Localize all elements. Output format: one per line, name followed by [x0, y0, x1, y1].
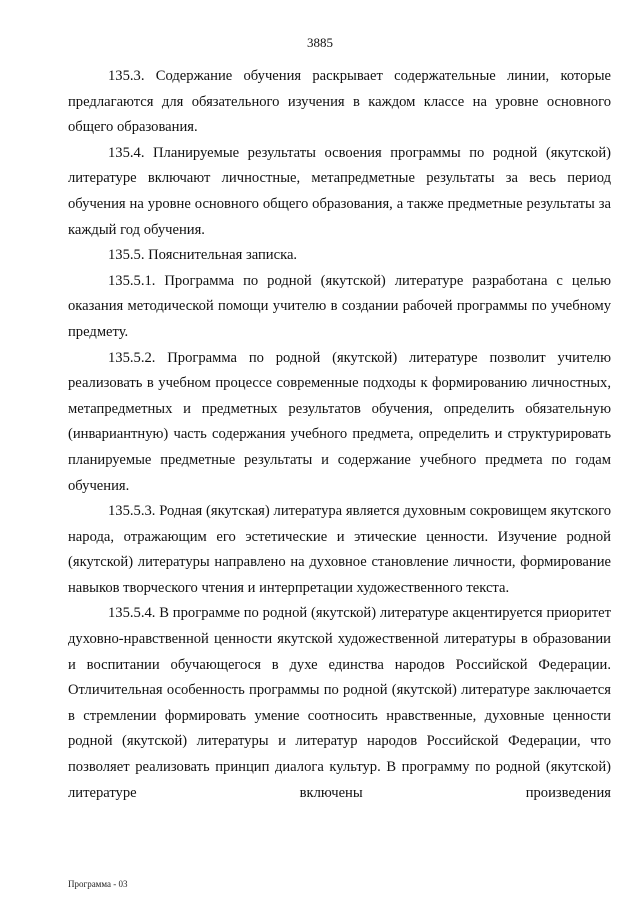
paragraph-135-5-2: 135.5.2. Программа по родной (якутской) литературе позволит учителю реализовать в учебном процессе современные подходы к формированию личностных, метапредметных и предметных результатов обучения, определить обязательную (инвариантную) часть содержания учебного предмета, определить и структурировать планируемые предметные результаты и содержание учебного предмета по годам обучения.	[68, 349, 611, 494]
paragraph-135-5-4: 135.5.4. В программе по родной (якутской) литературе акцентируется приоритет духовно-нравственной ценности якутской художественной литературы в образовании и воспитании обучающегося в духе единства народов Российской Федерации. Отличительная особенность программы по родной (якутской) литературе заключается в стремлении формировать умение соотносить нравственные, духовные ценности родной (якутской) литературы и литератур народов Российской Федерации, что позволяет реализовать принцип диалога культур. В программу по родной (якутской) литературе включены произведения	[68, 605, 611, 801]
paragraph-135-5: 135.5. Пояснительная записка.	[108, 247, 298, 264]
paragraph-135-5-3: 135.5.3. Родная (якутская) литература является духовным сокровищем якутского народа, отражающим его эстетические и этические ценности. Изучение родной (якутской) литературы направлено на духовное становление личности, формирование навыков творческого чтения и интерпретации художественного текста.	[68, 503, 611, 596]
paragraph-135-4: 135.4. Планируемые результаты освоения программы по родной (якутской) литературе включают личностные, метапредметные результаты за весь период обучения на уровне основного общего образования, а также предметные результаты за каждый год обучения.	[68, 144, 611, 238]
paragraph-135-3: 135.3. Содержание обучения раскрывает содержательные линии, которые предлагаются для обязательного изучения в каждом классе на уровне основного общего образования.	[68, 68, 611, 136]
page-number: 3885	[307, 35, 333, 50]
document-body	[68, 64, 611, 806]
paragraph-135-5-1: 135.5.1. Программа по родной (якутской) литературе разработана с целью оказания методической помощи учителю в создании рабочей программы по учебному предмету.	[68, 272, 611, 340]
footer-label: Программа - 03	[68, 879, 128, 889]
